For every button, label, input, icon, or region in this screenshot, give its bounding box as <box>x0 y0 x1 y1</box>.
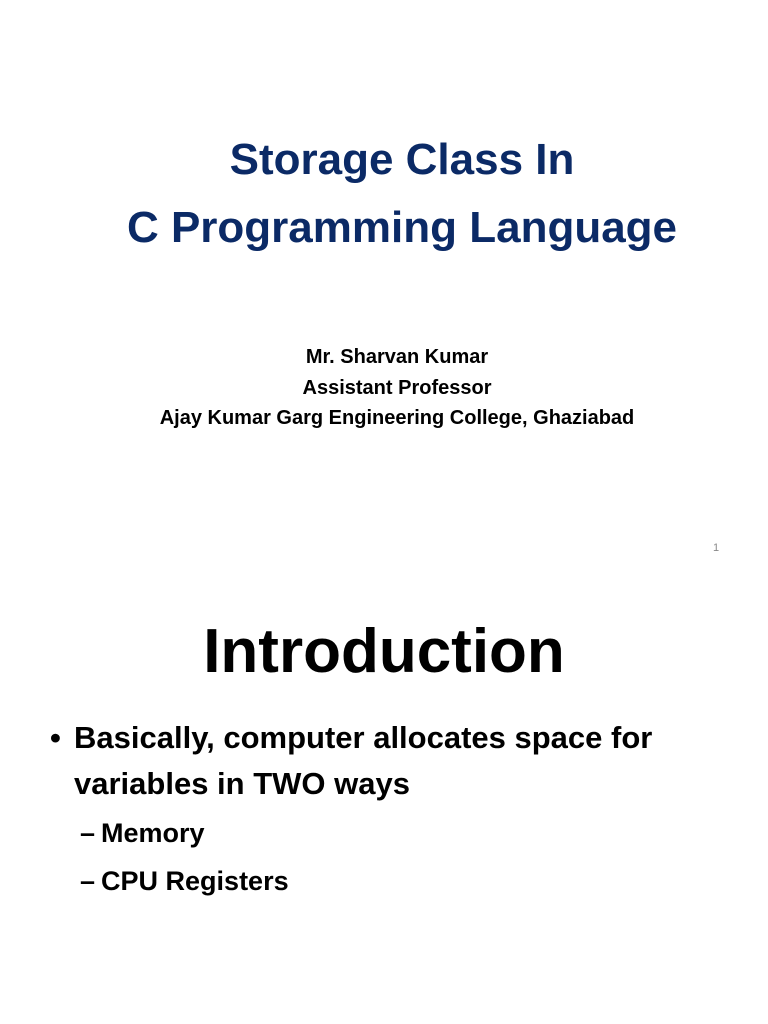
sub-bullet-text: CPU Registers <box>101 866 289 896</box>
bullet-item <box>50 715 750 807</box>
slide-title-line-1: Storage Class In <box>229 135 575 184</box>
sub-bullet-item <box>80 813 205 853</box>
author-role: Assistant Professor <box>302 377 492 399</box>
dash-marker: – <box>80 866 96 896</box>
introduction-slide <box>0 575 768 1024</box>
author-name: Mr. Sharvan Kumar <box>305 346 489 368</box>
slide-heading: Introduction <box>203 617 565 686</box>
sub-bullet-item <box>80 861 289 901</box>
sub-bullet-text: Memory <box>101 818 205 848</box>
bullet-text: Basically, computer allocates space for variables in TWO ways <box>74 720 653 801</box>
dash-marker: – <box>80 818 96 848</box>
author-organization: Ajay Kumar Garg Engineering College, Ghaziabad <box>159 407 635 429</box>
slide-title-line-2: C Programming Language <box>126 203 678 252</box>
slide-number: 1 <box>713 542 720 554</box>
bullet-marker: • <box>50 720 61 755</box>
